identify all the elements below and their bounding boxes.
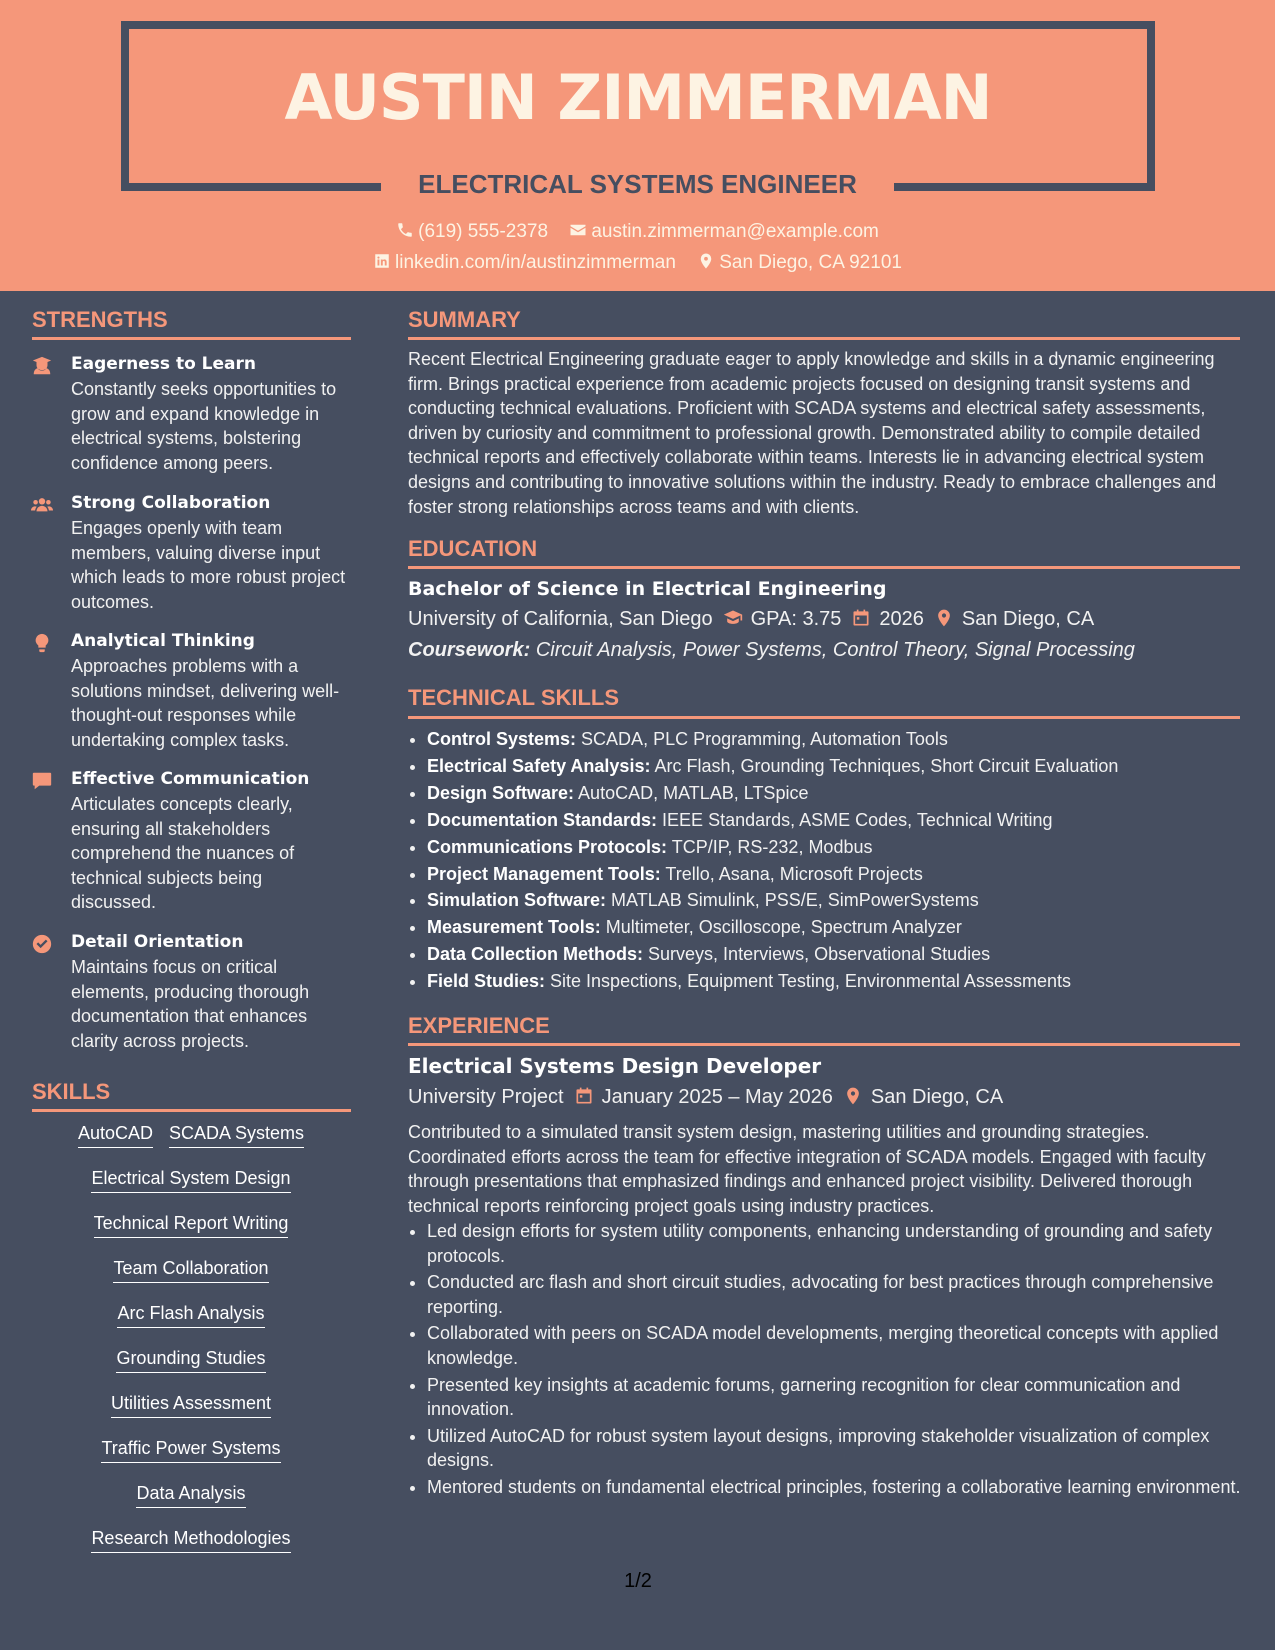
graduation-cap-icon [723,608,743,628]
location-contact [697,250,902,276]
school-name: University of California, San Diego [408,608,713,630]
section-divider [408,716,1240,719]
linkedin-icon [373,252,391,270]
list-item [427,780,1259,807]
skill-tag: Electrical System Design [91,1167,290,1193]
skill-category: Documentation Standards: [427,809,658,830]
check-circle-icon [31,933,53,955]
job-location: San Diego, CA [870,1086,1004,1108]
skill-values: TCP/IP, RS-232, Modbus [671,836,873,857]
skill-values: Trello, Asana, Microsoft Projects [665,863,923,884]
section-divider [408,337,1240,340]
strength-description: Approaches problems with a solutions mindset, delivering well-thought-out responses while undertaking complex tasks. [71,656,340,750]
education-meta [408,605,1094,633]
strength-title: Eagerness to Learn [71,354,256,374]
strength-title: Strong Collaboration [71,493,271,513]
strength-description: Engages openly with team members, valuing diverse input which leads to more robust project outcomes. [71,518,346,612]
header-frame [121,21,129,191]
skill-tag: Arc Flash Analysis [117,1302,264,1328]
strength-item [31,930,351,1053]
resume-header [0,0,1275,291]
phone-text: (619) 555-2378 [418,221,549,242]
list-item [427,753,1259,780]
section-divider [32,337,351,340]
gpa: GPA: 3.75 [750,608,842,630]
skill-tag: Team Collaboration [113,1257,268,1283]
skill-tag: Grounding Studies [116,1347,265,1373]
job-description: Contributed to a simulated transit system design, mastering utilities and grounding strategies. Coordinated efforts across the team for effective integration of SCADA models. Engaged with faculty through presentations that emphasized findings and enhanced project visibility. Delivered thorough technical reports reinforcing project goals using industry practices. [408,1122,1206,1216]
strength-title: Analytical Thinking [71,631,255,651]
map-pin-icon [697,252,715,270]
list-item: • Collaborated with peers on SCADA model developments, merging theoretical concepts with applied knowledge. [427,1321,1259,1370]
graduation-teacher-icon [31,355,53,377]
lightbulb-icon [31,632,53,654]
list-item [427,968,1259,995]
list-item: • Conducted arc flash and short circuit studies, advocating for best practices through comprehensive reporting. [427,1270,1259,1319]
email-icon [569,221,587,239]
skill-tag: Utilities Assessment [111,1392,271,1418]
strength-title: Detail Orientation [71,932,244,952]
skill-values: SCADA, PLC Programming, Automation Tools [581,729,948,749]
strength-item [31,767,351,915]
skill-values: Site Inspections, Equipment Testing, Environmental Assessments [550,971,1071,992]
page-number: 1/2 [624,1570,652,1592]
education-location: San Diego, CA [961,608,1095,630]
contact-row [0,219,1275,245]
users-icon [31,494,53,516]
skill-values: Surveys, Interviews, Observational Studies [648,944,991,965]
header-frame [121,183,381,191]
list-item [427,941,1259,968]
map-pin-icon [843,1086,863,1106]
graduation-year: 2026 [879,608,924,630]
skill-category: Control Systems: [427,729,577,749]
section-divider [408,1043,1240,1046]
job-dates: January 2025 – May 2026 [601,1086,833,1108]
header-frame [121,21,1155,29]
list-item [427,807,1259,834]
header-frame [1147,21,1155,191]
job-title: ELECTRICAL SYSTEMS ENGINEER [418,169,857,199]
strength-item [31,629,351,752]
organization: University Project [408,1086,564,1108]
skill-tag: Research Methodologies [91,1527,290,1553]
summary-text: Recent Electrical Engineering graduate eager to apply knowledge and skills in a dynamic engineering firm. Brings practical experience from academic projects focused on designing transit systems and conducting technical evaluations. Proficient with SCADA systems and electrical safety assessments, driven by curiosity and commitment to professional growth. Demonstrated ability to compile detailed technical reports and effectively collaborate within teams. Interests lie in advancing electrical system designs and contributing to innovative solutions within the industry. Ready to embrace challenges and foster strong relationships across teams and with clients. [408,349,1217,517]
linkedin-text: linkedin.com/in/austinzimmerman [395,252,676,273]
list-item: • Led design efforts for system utility components, enhancing understanding of grounding and safety protocols. [427,1219,1259,1268]
skill-values: Arc Flash, Grounding Techniques, Short Circuit Evaluation [654,755,1119,776]
skill-category: Design Software: [427,782,575,803]
experience-heading: EXPERIENCE [408,1013,550,1038]
experience-bullets [408,1219,1259,1502]
skill-tag: Data Analysis [136,1482,245,1508]
skill-values: Multimeter, Oscilloscope, Spectrum Analyzer [605,917,962,938]
list-item: • Presented key insights at academic forums, garnering recognition for clear communication and innovation. [427,1373,1259,1422]
phone-icon [396,221,414,239]
candidate-name: AUSTIN ZIMMERMAN [284,61,992,134]
linkedin-contact[interactable] [373,250,676,276]
skill-tag: SCADA Systems [169,1122,304,1148]
skill-category: Simulation Software: [427,890,607,911]
contact-row [0,250,1275,276]
skill-values: IEEE Standards, ASME Codes, Technical Writing [662,809,1053,830]
section-divider [408,566,1240,569]
skill-category: Measurement Tools: [427,917,601,938]
summary-heading: SUMMARY [408,307,521,332]
calendar-icon [574,1086,594,1106]
list-item [427,914,1259,941]
skill-values: AutoCAD, MATLAB, LTSpice [578,782,809,803]
technical-skills-heading: TECHNICAL SKILLS [408,685,620,710]
header-frame [894,183,1155,191]
technical-skills-list [408,726,1259,995]
list-item [427,887,1259,914]
map-pin-icon [934,608,954,628]
skill-tag: AutoCAD [78,1122,153,1148]
experience-meta [408,1083,1003,1111]
strength-item [31,352,351,475]
skills-heading: SKILLS [32,1079,111,1104]
section-divider [32,1109,351,1112]
strength-item [31,491,351,614]
job-role: Electrical Systems Design Developer [408,1054,822,1078]
list-item [427,861,1259,888]
calendar-icon [851,608,871,628]
strength-description: Constantly seeks opportunities to grow and expand knowledge in electrical systems, bolstering confidence among peers. [71,379,337,473]
degree-title: Bachelor of Science in Electrical Engineering [408,578,887,600]
location-text: San Diego, CA 92101 [719,252,902,273]
skill-tag: Traffic Power Systems [101,1437,280,1463]
phone-contact[interactable] [396,219,548,245]
skill-category: Data Collection Methods: [427,944,644,965]
strengths-heading: STRENGTHS [32,307,168,332]
skill-category: Communications Protocols: [427,836,668,857]
coursework-list: Circuit Analysis, Power Systems, Control Theory, Signal Processing [535,639,1135,661]
list-item [427,726,1259,753]
skills-list [31,1122,351,1572]
skill-category: Field Studies: [427,971,546,992]
comment-icon [31,770,53,792]
coursework [408,636,1135,664]
skill-values: MATLAB Simulink, PSS/E, SimPowerSystems [611,890,979,911]
list-item [427,834,1259,861]
education-heading: EDUCATION [408,536,538,561]
email-text: austin.zimmerman@example.com [591,221,879,242]
strength-description: Articulates concepts clearly, ensuring all stakeholders comprehend the nuances of technical subjects being discussed. [71,794,295,912]
strength-title: Effective Communication [71,769,310,789]
skill-category: Project Management Tools: [427,863,661,884]
email-contact[interactable] [569,219,879,245]
skill-tag: Technical Report Writing [94,1212,289,1238]
strength-description: Maintains focus on critical elements, producing thorough documentation that enhances clarity across projects. [71,957,310,1051]
list-item: • Mentored students on fundamental electrical principles, fostering a collaborative learning environment. [427,1475,1259,1500]
coursework-label: Coursework: [408,639,531,661]
skill-category: Electrical Safety Analysis: [427,755,651,776]
list-item: • Utilized AutoCAD for robust system layout designs, improving stakeholder visualization of complex designs. [427,1424,1259,1473]
